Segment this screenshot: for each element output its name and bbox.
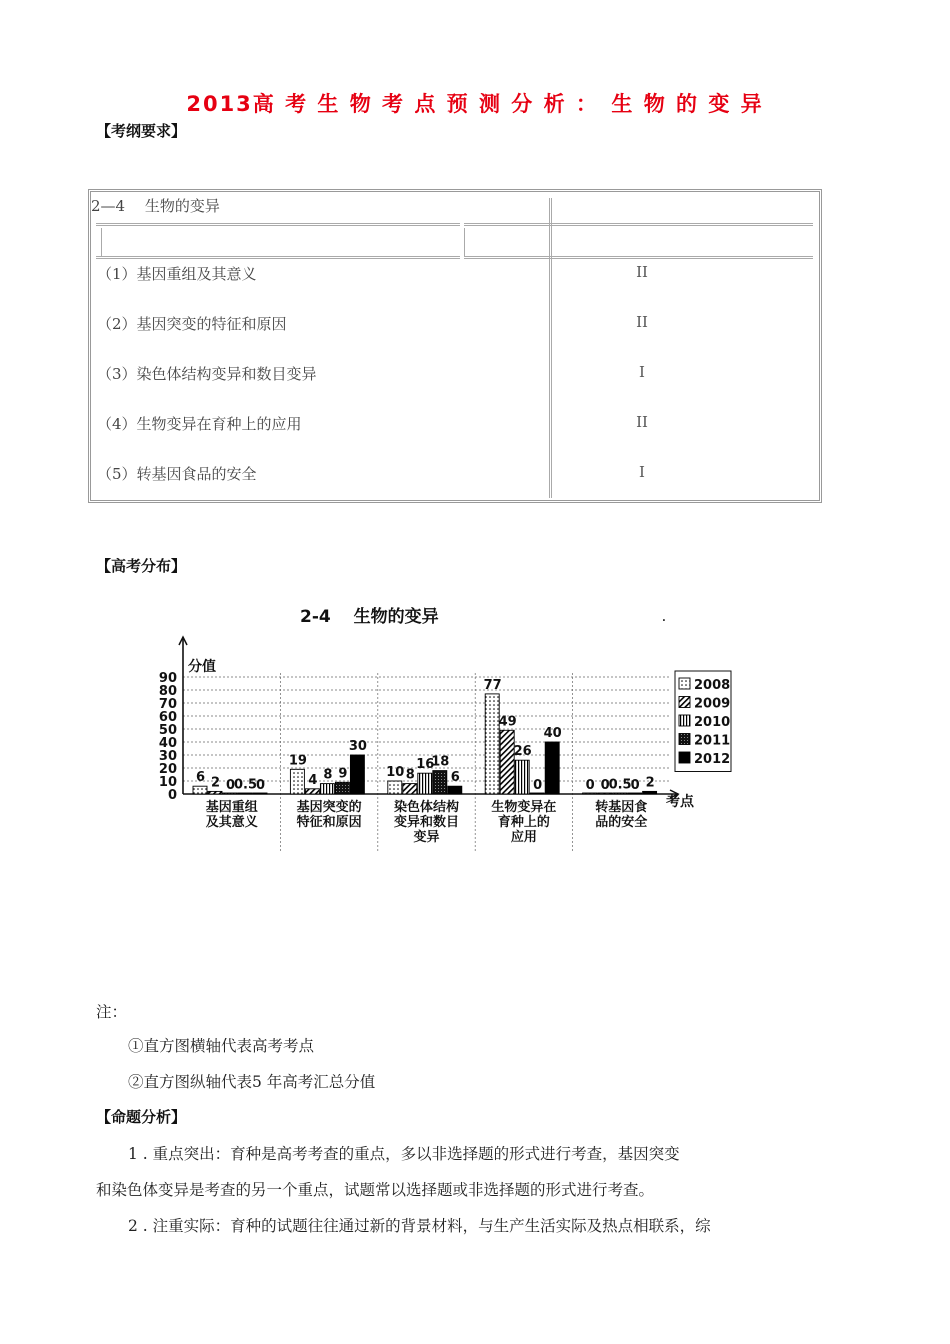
bar-2008 (290, 769, 304, 794)
legend-swatch (679, 715, 690, 726)
data-label: 6 (195, 770, 206, 786)
x-axis-label: 考点 (666, 794, 694, 810)
bar-2010 (515, 760, 529, 794)
table-topic: 2—4 生物的变异 (91, 197, 220, 215)
x-tick-label: 变异 (413, 830, 440, 845)
y-tick-label: 90 (158, 671, 177, 686)
bar-2009 (305, 789, 319, 794)
data-label: 0 (630, 778, 640, 793)
x-tick-label: 染色体结构 (393, 800, 460, 815)
data-label: 16 (416, 757, 435, 773)
y-tick-label: 30 (158, 749, 177, 764)
bar-2012 (253, 793, 267, 794)
bar-2010 (320, 784, 334, 794)
y-tick-label: 20 (158, 762, 177, 777)
legend-swatch (679, 734, 690, 745)
x-tick-label: 转基因食 (595, 800, 648, 815)
y-tick-label: 70 (158, 697, 177, 712)
analysis-paragraph: 2 . 注重实际：育种的试题往往通过新的背景材料，与生产生活实际及热点相联系，综 (128, 1217, 711, 1235)
analysis-paragraph: 和染色体变异是考查的另一个重点，试题常以选择题或非选择题的形式进行考查。 (96, 1181, 655, 1199)
bar-2011 (335, 782, 349, 794)
stray-mark: . (662, 613, 666, 624)
data-label: 8 (323, 767, 333, 783)
legend-label: 2008 (694, 678, 731, 693)
data-label: 0 (255, 778, 266, 793)
data-label: 6 (450, 770, 460, 786)
bar-2009 (500, 730, 514, 794)
data-label: 49 (498, 714, 517, 730)
data-label: 0 (600, 778, 610, 793)
table-row-item: （1）基因重组及其意义 (97, 265, 257, 283)
x-tick-label: 变异和数目 (393, 815, 460, 830)
x-tick-label: 基因突变的 (296, 800, 362, 815)
data-label: 40 (543, 726, 562, 741)
table-divider (96, 223, 460, 226)
data-label: 2 (210, 775, 221, 791)
section-heading-distribution: 【高考分布】 (96, 557, 187, 575)
x-tick-label: 应用 (510, 830, 537, 845)
table-divider (464, 223, 813, 226)
table-divider (464, 256, 813, 259)
data-label: 77 (483, 677, 502, 693)
table-row-level: I (639, 463, 645, 481)
data-label: 9 (338, 766, 348, 782)
x-tick-label: 及其意义 (205, 815, 258, 830)
note-item: ①直方图横轴代表高考考点 (128, 1037, 315, 1055)
y-axis-label: 分值 (188, 659, 216, 675)
table-cell-empty (101, 228, 459, 256)
table-row-item: （2）基因突变的特征和原因 (97, 315, 287, 333)
y-tick-label: 50 (158, 723, 177, 738)
bar-2009 (403, 784, 417, 794)
table-row-level: I (639, 363, 645, 381)
bar-2009 (598, 793, 612, 794)
data-label: 0.5 (608, 777, 632, 793)
requirements-table (88, 189, 822, 503)
bar-2008 (388, 781, 402, 794)
table-row-level: II (636, 263, 648, 281)
bar-2012 (643, 791, 657, 794)
bar-2008 (485, 694, 499, 794)
table-row-item: （4）生物变异在育种上的应用 (97, 415, 302, 433)
y-tick-label: 60 (158, 710, 177, 725)
table-cell-empty (464, 228, 813, 256)
data-label: 10 (386, 765, 405, 780)
y-tick-label: 80 (158, 684, 177, 699)
data-label: 19 (288, 753, 307, 769)
analysis-paragraph: 1 . 重点突出：育种是高考考查的重点，多以非选择题的形式进行考查，基因突变 (128, 1145, 680, 1163)
table-row-level: II (636, 413, 648, 431)
legend-swatch (679, 752, 690, 763)
data-label: 30 (348, 739, 367, 754)
data-label: 4 (308, 772, 318, 788)
y-tick-label: 40 (158, 736, 177, 751)
data-label: 0 (225, 778, 236, 793)
bar-2010 (223, 793, 237, 794)
table-row-item: （3）染色体结构变异和数目变异 (97, 365, 317, 383)
page-title: 2013高 考 生 物 考 点 预 测 分 析 ： 生 物 的 变 异 (186, 92, 764, 116)
data-label: 8 (405, 767, 415, 783)
data-label: 26 (513, 744, 532, 760)
bar-2011 (433, 771, 447, 794)
section-heading-requirements: 【考纲要求】 (96, 122, 187, 140)
bar-2012 (448, 786, 462, 794)
note-item: ②直方图纵轴代表5 年高考汇总分值 (128, 1073, 376, 1091)
legend-swatch (679, 678, 690, 689)
data-label: 0 (533, 778, 543, 793)
x-tick-label: 特征和原因 (296, 815, 362, 830)
legend-label: 2010 (694, 715, 731, 730)
data-label: 0.5 (233, 777, 258, 793)
legend-label: 2009 (694, 696, 731, 712)
legend-label: 2012 (694, 752, 731, 767)
data-label: 18 (431, 754, 450, 770)
table-divider (96, 256, 460, 259)
bar-2008 (583, 793, 597, 794)
legend-label: 2011 (694, 733, 731, 749)
bar-2009 (208, 791, 222, 794)
bar-2011 (238, 793, 252, 794)
x-tick-label: 基因重组 (205, 800, 258, 815)
bar-chart (140, 595, 760, 860)
bar-2010 (418, 773, 432, 794)
bar-2010 (613, 793, 627, 794)
x-tick-label: 品的安全 (595, 815, 648, 830)
table-row-item: （5）转基因食品的安全 (97, 465, 257, 483)
bar-2012 (350, 755, 364, 794)
bar-2012 (545, 742, 559, 794)
chart-title: 2-4 生物的变异 (300, 607, 439, 627)
notes-label: 注： (96, 1003, 128, 1021)
legend-swatch (679, 697, 690, 708)
data-label: 0 (585, 778, 595, 793)
bar-2011 (628, 793, 642, 794)
bar-2008 (193, 786, 207, 794)
x-tick-label: 生物变异在 (491, 800, 557, 815)
y-tick-label: 10 (158, 775, 177, 790)
bar-2011 (530, 793, 544, 794)
x-tick-label: 育种上的 (497, 815, 550, 830)
section-heading-analysis: 【命题分析】 (96, 1108, 187, 1126)
y-tick-label: 0 (167, 788, 177, 803)
data-label: 2 (645, 775, 655, 791)
chart-legend (675, 671, 731, 772)
table-row-level: II (636, 313, 648, 331)
